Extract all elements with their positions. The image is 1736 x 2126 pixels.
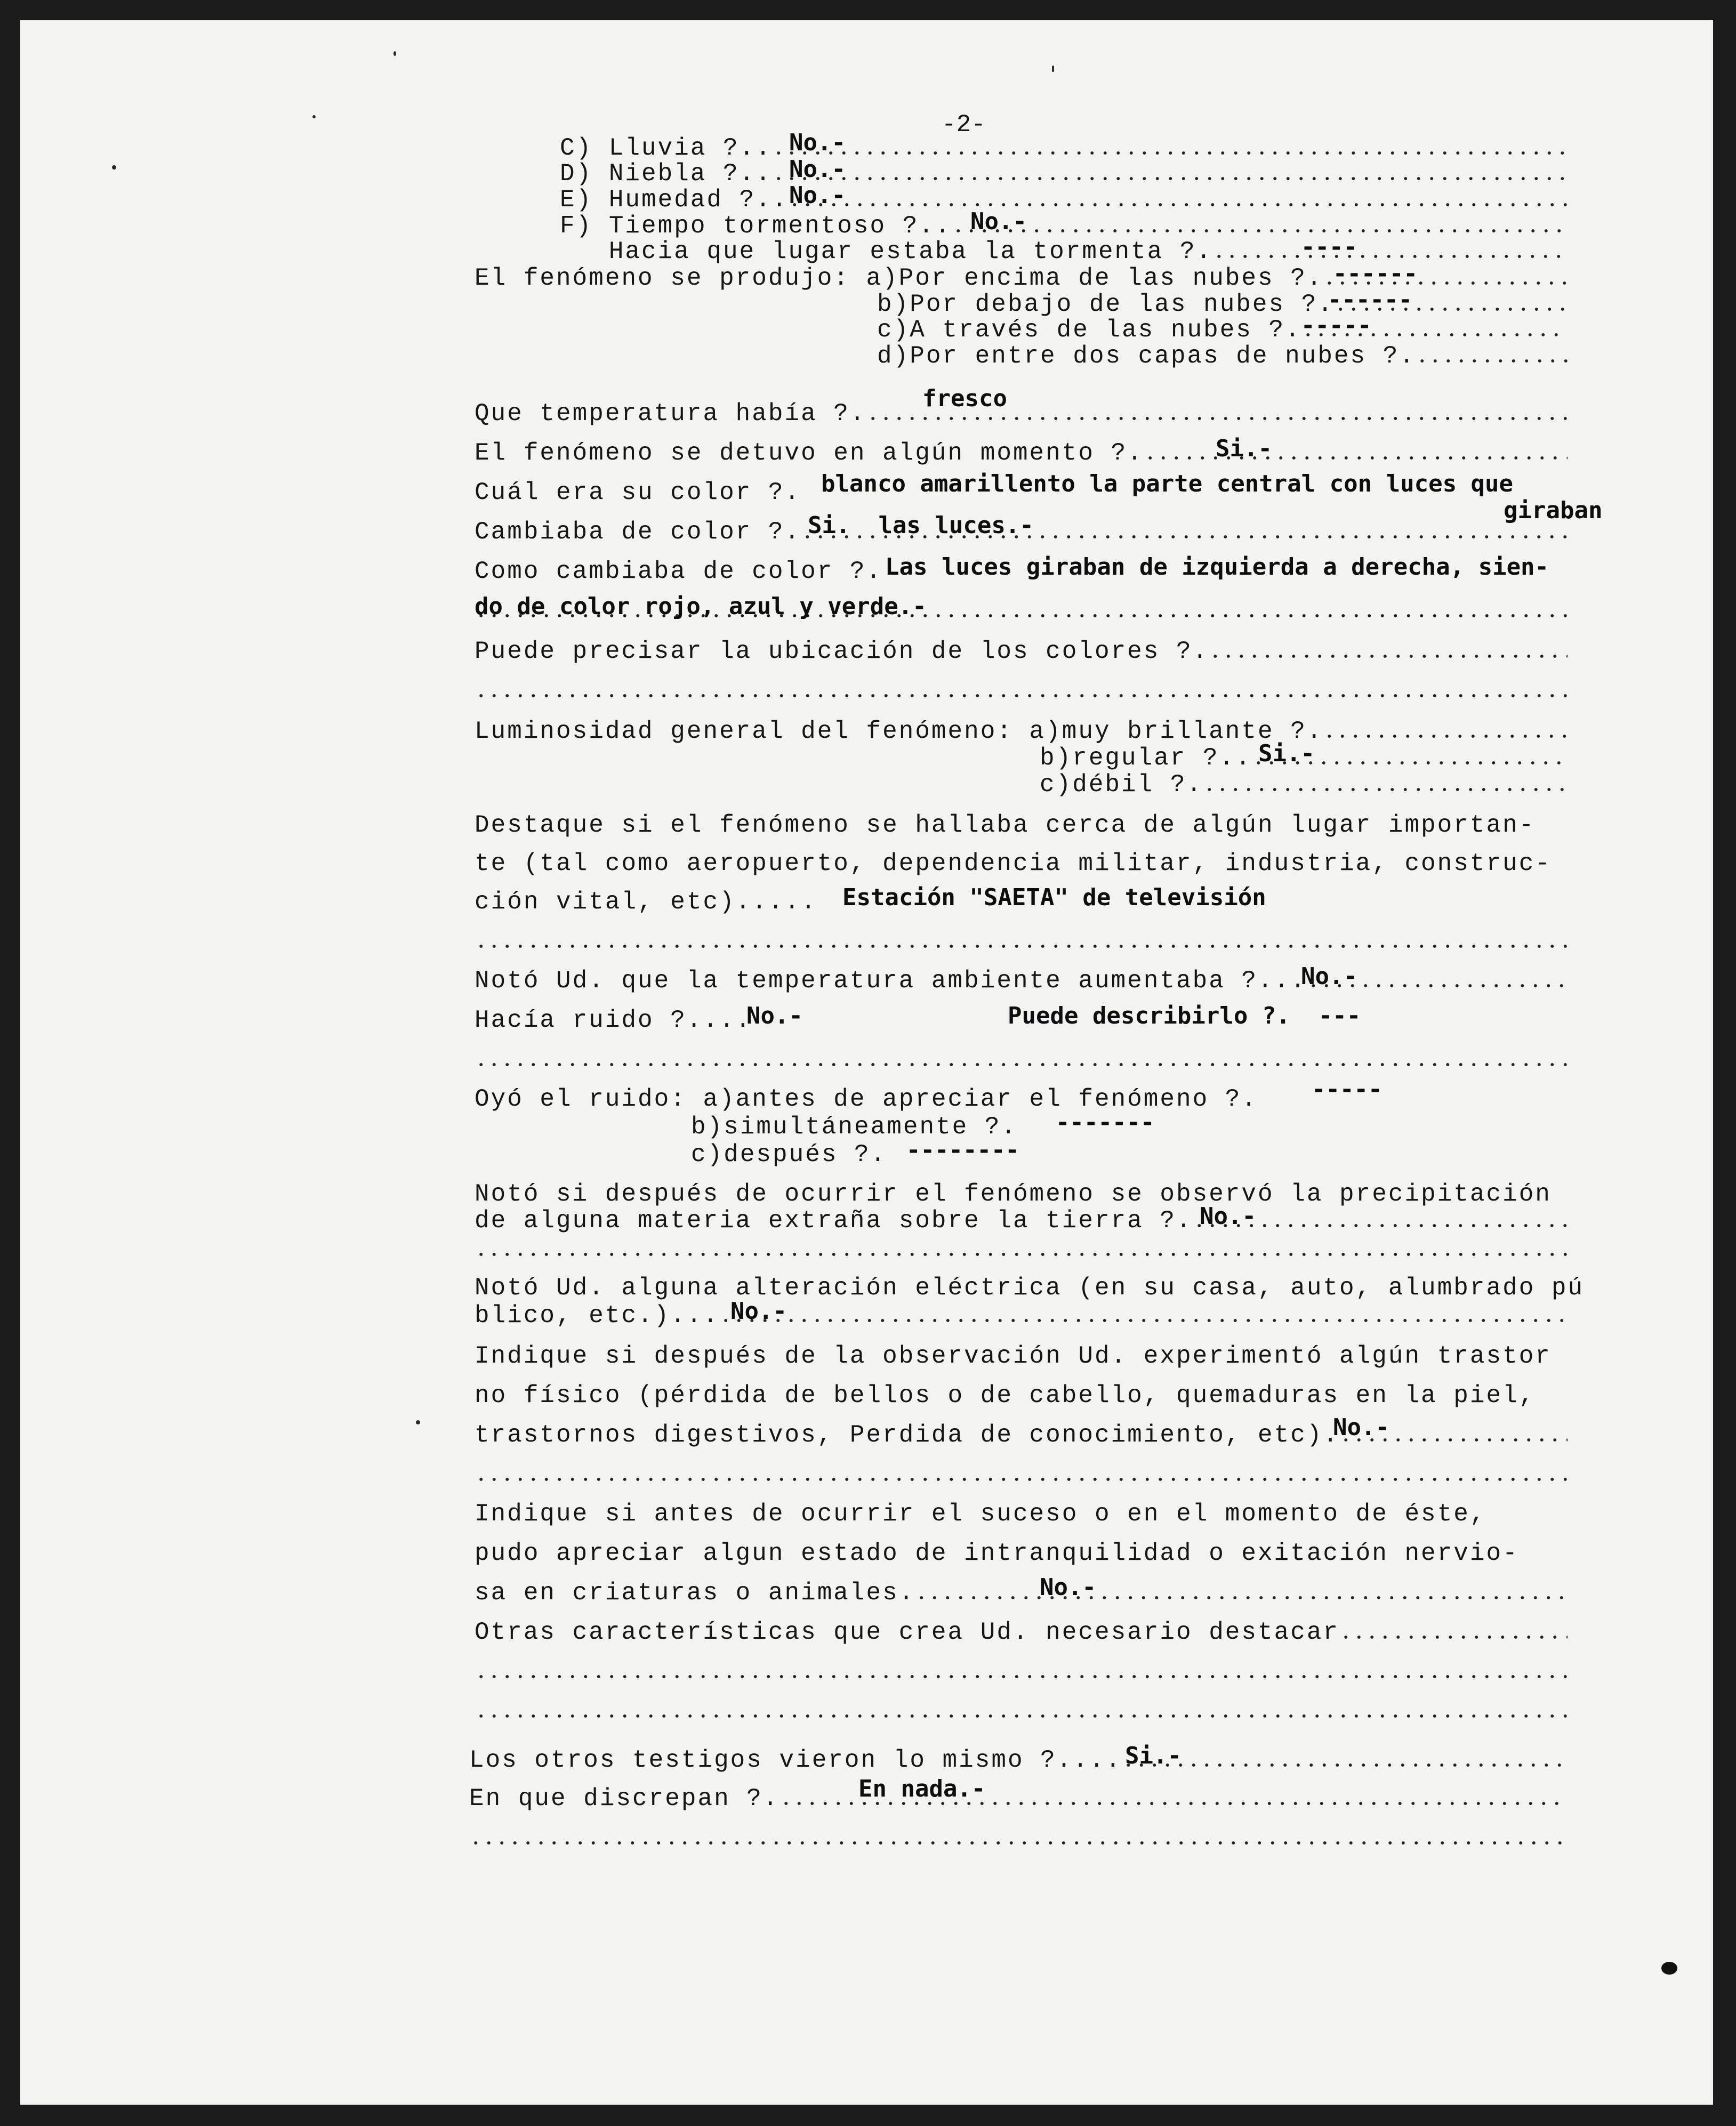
form-line-detuvo xyxy=(475,438,1568,468)
answer-a-trastorno: No.- xyxy=(1333,1414,1389,1441)
question-text: Los otros testigos vieron lo mismo ?.... xyxy=(469,1746,1122,1774)
answer-a-oyo-a: ----- xyxy=(1312,1076,1383,1103)
dotted-leader xyxy=(1203,770,1568,800)
form-line-testigos xyxy=(469,1745,1568,1775)
form-line-ruido xyxy=(475,1005,752,1035)
answer-a-nubes-a: ------ xyxy=(1333,260,1418,287)
question-text: Cuál era su color ?. xyxy=(475,479,801,506)
answer-a-ruido: No.- xyxy=(746,1002,803,1029)
form-line-trastorno-4 xyxy=(475,1460,1568,1489)
question-text: Oyó el ruido: a)antes de apreciar el fenómeno ?. xyxy=(475,1085,1258,1113)
question-text: F) Tiempo tormentoso ?.. xyxy=(560,212,952,240)
answer-a-como-cambiaba: Las luces giraban de izquierda a derecha, sien- xyxy=(885,553,1549,581)
form-line-como-cambiaba xyxy=(475,557,882,586)
question-text: C) Lluvia ?.. xyxy=(560,134,772,162)
form-line-electrica-1 xyxy=(475,1273,1584,1303)
question-text: te (tal como aeropuerto, dependencia militar, industria, construc- xyxy=(475,850,1552,877)
question-text: Que temperatura había ?. xyxy=(475,400,866,428)
form-line-lugar-1 xyxy=(475,810,1535,840)
dotted-leader xyxy=(475,676,1568,706)
question-text: trastornos digestivos, Perdida de conocimiento, etc). xyxy=(475,1421,1340,1449)
dotted-leader xyxy=(772,159,1568,189)
dotted-leader xyxy=(1209,637,1568,666)
form-line-trastorno-3 xyxy=(475,1420,1568,1450)
question-text: D) Niebla ?.. xyxy=(560,160,772,188)
answer-a-lluvia: No.- xyxy=(789,129,846,156)
question-text: b)simultáneamente ?. xyxy=(691,1113,1018,1141)
film-speck xyxy=(1661,1962,1677,1975)
form-line-electrica-2 xyxy=(475,1301,1568,1331)
answer-a-testigos: Si.- xyxy=(1125,1742,1182,1769)
question-text: b)regular ?.. xyxy=(1040,744,1252,772)
form-line-ubicacion xyxy=(475,637,1568,666)
question-text: Puede precisar la ubicación de los colores ?. xyxy=(475,638,1209,665)
form-line-intranq-3 xyxy=(475,1578,1568,1608)
answer-a-oyo-c: -------- xyxy=(906,1137,1019,1164)
form-line-lugar-3 xyxy=(475,887,817,917)
question-text: de alguna materia extraña sobre la tierra ?. xyxy=(475,1207,1193,1235)
answer-a-oyo-b: ------- xyxy=(1056,1109,1155,1136)
form-line-discrepan xyxy=(469,1784,1568,1814)
form-line-temperatura xyxy=(475,399,1568,429)
question-text: Otras características que crea Ud. necesario destacar xyxy=(475,1618,1340,1646)
answer-a-ruido-desc: Puede describirlo ?. --- xyxy=(1008,1002,1361,1029)
question-text: no físico (pérdida de bellos o de cabello, quemaduras en la piel, xyxy=(475,1382,1536,1410)
dotted-leader xyxy=(475,1045,1568,1075)
dotted-leader xyxy=(475,1460,1568,1489)
form-line-trastorno-2 xyxy=(475,1381,1535,1411)
form-line-precip-1 xyxy=(475,1179,1552,1209)
film-speck xyxy=(393,51,396,56)
answer-a-aumentaba: No.- xyxy=(1301,963,1357,990)
question-text: sa en criaturas o animales. xyxy=(475,1579,915,1607)
question-text: En que discrepan ?. xyxy=(469,1785,779,1813)
question-text: d)Por entre dos capas de nubes ?. xyxy=(877,342,1416,370)
question-text: El fenómeno se produjo: a)Por encima de las nubes ?. xyxy=(475,264,1323,292)
answer-a-color-2: giraban xyxy=(1504,497,1603,524)
dotted-leader xyxy=(719,1301,1568,1331)
form-line-intranq-2 xyxy=(475,1539,1519,1568)
answer-a-lugar: Estación "SAETA" de televisión xyxy=(842,884,1266,911)
form-line-ubicacion-2 xyxy=(475,676,1568,706)
answer-a-niebla: No.- xyxy=(789,156,846,183)
film-speck xyxy=(416,1420,420,1424)
answer-a-nubes-c: ----- xyxy=(1301,312,1372,339)
film-speck xyxy=(1052,66,1054,72)
dotted-leader xyxy=(475,1696,1568,1726)
question-text: Notó Ud. alguna alteración eléctrica (en su casa, auto, alumbrado pú xyxy=(475,1274,1585,1302)
form-line-lum-c xyxy=(1040,770,1568,800)
question-text: c)A través de las nubes ?. xyxy=(877,316,1301,344)
dotted-leader xyxy=(788,185,1568,215)
form-line-oyo-c xyxy=(691,1140,887,1170)
answer-a-detuvo: Si.- xyxy=(1216,435,1272,462)
form-line-niebla xyxy=(560,159,1568,189)
dotted-leader xyxy=(915,1578,1568,1608)
form-line-otras-3 xyxy=(475,1696,1568,1726)
question-text: Cambiaba de color ?. xyxy=(475,518,801,546)
question-text: Notó Ud. que la temperatura ambiente aumentaba ?... xyxy=(475,967,1307,995)
form-line-otras xyxy=(475,1617,1568,1647)
question-text: Como cambiaba de color ?. xyxy=(475,558,883,585)
answer-a-humedad: No.- xyxy=(789,182,846,209)
question-text: Luminosidad general del fenómeno: a)muy brillante ?. xyxy=(475,718,1323,745)
page-number: -2- xyxy=(942,111,986,139)
question-text: Hacia que lugar estaba la tormenta ?. xyxy=(560,238,1213,265)
dotted-leader xyxy=(469,1823,1568,1853)
question-text: Indique si después de la observación Ud. experimentó algún trastor xyxy=(475,1342,1552,1370)
question-text: Hacía ruido ?.... xyxy=(475,1006,752,1034)
form-line-trastorno-1 xyxy=(475,1341,1552,1371)
answer-a-intranq: No.- xyxy=(1040,1574,1096,1601)
question-text: blico, etc.)... xyxy=(475,1302,720,1330)
question-text: Indique si antes de ocurrir el suceso o en el momento de éste, xyxy=(475,1500,1486,1528)
answer-a-electrica: No.- xyxy=(730,1298,787,1325)
form-line-precip-3 xyxy=(475,1235,1568,1265)
form-line-humedad xyxy=(560,185,1568,215)
form-line-lum-a xyxy=(475,716,1568,746)
dotted-leader xyxy=(475,1657,1568,1687)
answer-a-lum-b: Si.- xyxy=(1258,740,1315,767)
answer-a-tormenta: ---- xyxy=(1301,233,1357,261)
dotted-leader xyxy=(475,927,1568,956)
dotted-leader xyxy=(1339,1617,1568,1647)
form-line-lugar-2 xyxy=(475,849,1552,879)
answer-a-discrepan: En nada.- xyxy=(858,1775,986,1802)
answer-a-color: blanco amarillento la parte central con luces que xyxy=(821,470,1514,497)
answer-a-temperatura: fresco xyxy=(922,385,1007,412)
form-line-aumentaba xyxy=(475,966,1568,996)
question-text: pudo apreciar algun estado de intranquilidad o exitación nervio- xyxy=(475,1540,1519,1567)
form-line-ruido-2 xyxy=(475,1045,1568,1075)
film-speck xyxy=(112,165,116,170)
form-line-color xyxy=(475,478,801,508)
form-line-nubes-d xyxy=(877,341,1568,371)
dotted-leader xyxy=(1416,341,1568,371)
dotted-leader xyxy=(1144,438,1568,468)
question-text: Destaque si el fenómeno se hallaba cerca de algún lugar importan- xyxy=(475,811,1536,839)
question-text: ción vital, etc)..... xyxy=(475,888,817,916)
form-line-otras-2 xyxy=(475,1657,1568,1687)
form-line-lugar-4 xyxy=(475,927,1568,956)
form-line-nubes-c xyxy=(877,315,1568,345)
question-text: Notó si después de ocurrir el fenómeno se observó la precipitación xyxy=(475,1180,1552,1208)
question-text: c)débil ?. xyxy=(1040,771,1203,799)
film-speck xyxy=(312,115,316,118)
answer-a-como-cambiaba-2: do de color rojo, azul y verde.- xyxy=(475,593,927,620)
dotted-leader xyxy=(1122,1745,1568,1775)
question-text: E) Humedad ?.. xyxy=(560,186,789,214)
form-line-intranq-1 xyxy=(475,1499,1486,1529)
answer-a-cambiaba: Si. las luces.- xyxy=(808,512,1034,539)
document-page xyxy=(20,20,1713,2105)
form-line-discrepan-2 xyxy=(469,1823,1568,1853)
dotted-leader xyxy=(1323,716,1568,746)
form-line-precip-2 xyxy=(475,1206,1568,1236)
question-text: El fenómeno se detuvo en algún momento ?. xyxy=(475,439,1144,467)
answer-a-nubes-b: ------ xyxy=(1328,286,1412,313)
answer-a-precip: No.- xyxy=(1200,1203,1256,1230)
dotted-leader xyxy=(475,1235,1568,1265)
answer-a-tormentoso: No.- xyxy=(970,208,1027,235)
question-text: b)Por debajo de las nubes ?. xyxy=(877,291,1334,318)
question-text: c)después ?. xyxy=(691,1141,887,1169)
